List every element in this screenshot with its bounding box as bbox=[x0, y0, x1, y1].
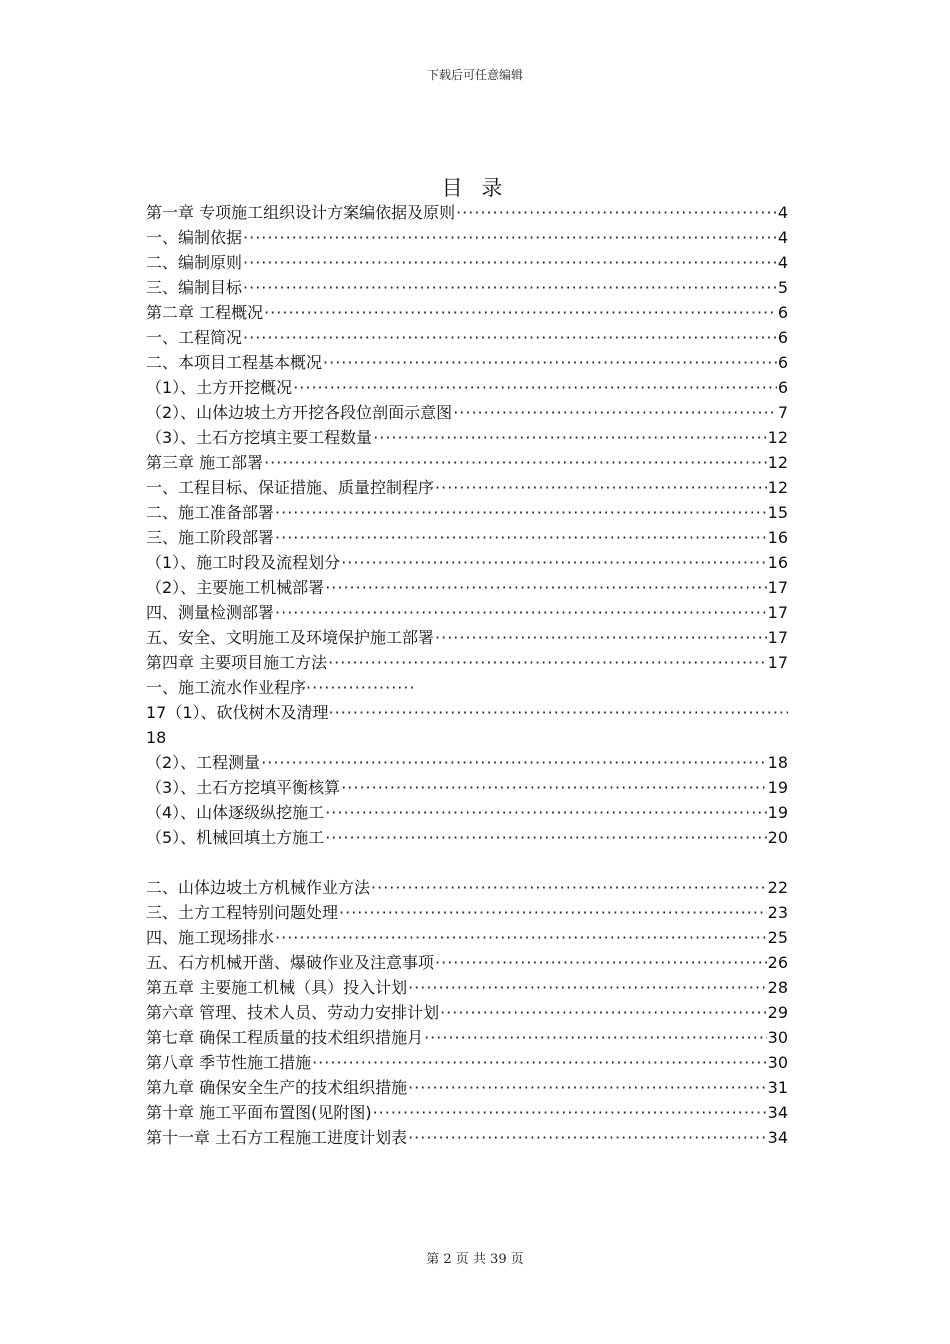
toc-entry-label: 五、安全、文明施工及环境保护施工部署 bbox=[146, 628, 435, 647]
toc-leader-dots bbox=[275, 600, 767, 625]
toc-leader-dots bbox=[373, 425, 766, 450]
toc-entry[interactable] bbox=[146, 1125, 788, 1150]
toc-entry[interactable] bbox=[146, 600, 788, 625]
toc-entry-label: 17（1）、砍伐树木及清理 bbox=[146, 703, 329, 722]
toc-leader-dots bbox=[264, 300, 777, 325]
toc-leader-dots bbox=[275, 500, 767, 525]
toc-entry-page: 30 bbox=[767, 1053, 788, 1072]
toc-entry-label: 一、工程目标、保证措施、质量控制程序 bbox=[146, 478, 435, 497]
toc-entry[interactable] bbox=[146, 500, 788, 525]
toc-entry-page: 4 bbox=[777, 203, 788, 222]
toc-entry-label: 第三章 施工部署 bbox=[146, 453, 264, 472]
toc-entry[interactable] bbox=[146, 400, 788, 425]
toc-leader-dots bbox=[275, 925, 767, 950]
toc-leader-dots bbox=[373, 1100, 767, 1125]
toc-entry-page: 28 bbox=[767, 978, 788, 997]
toc-entry-label: 二、山体边坡土方机械作业方法 bbox=[146, 878, 371, 897]
toc-wrapped-line-1 bbox=[146, 675, 788, 700]
toc-entry-label: 三、土方工程特别问题处理 bbox=[146, 903, 339, 922]
toc-entry-page: 12 bbox=[767, 428, 788, 447]
toc-entry[interactable] bbox=[146, 200, 788, 225]
toc-entry-page: 17 bbox=[767, 653, 788, 672]
toc-entry-label: 第七章 确保工程质量的技术组织措施月 bbox=[146, 1028, 424, 1047]
toc-entry-label: 二、施工准备部署 bbox=[146, 503, 275, 522]
toc-entry[interactable] bbox=[146, 975, 788, 1000]
toc-leader-dots bbox=[435, 950, 767, 975]
toc-entry-label: 一、工程简况 bbox=[146, 328, 243, 347]
toc-entry-label: 第一章 专项施工组织设计方案编依据及原则 bbox=[146, 203, 456, 222]
toc-entry-label: 第十一章 土石方工程施工进度计划表 bbox=[146, 1128, 408, 1147]
toc-leader-dots bbox=[275, 525, 767, 550]
toc-entry-label: （2）、山体边坡土方开挖各段位剖面示意图 bbox=[146, 403, 453, 422]
toc-entry-label: （5）、机械回填土方施工 bbox=[146, 828, 325, 847]
toc-entry-page: 6 bbox=[777, 303, 788, 322]
toc-entry[interactable] bbox=[146, 375, 788, 400]
toc-entry[interactable] bbox=[146, 950, 788, 975]
toc-entry-page: 29 bbox=[767, 1003, 788, 1022]
toc-entry-page: 25 bbox=[767, 928, 788, 947]
toc-entry-label: （3）、土石方挖填主要工程数量 bbox=[146, 428, 373, 447]
toc-leader-dots bbox=[435, 625, 767, 650]
toc-spacer bbox=[146, 850, 788, 875]
toc-entry[interactable] bbox=[146, 475, 788, 500]
toc-leader-dots bbox=[243, 325, 777, 350]
toc-leader-dots bbox=[408, 975, 767, 1000]
toc-title: 目 录 bbox=[441, 176, 509, 200]
toc-entry-page: 30 bbox=[767, 1028, 788, 1047]
toc-leader-dots bbox=[306, 675, 414, 700]
toc-leader-dots bbox=[261, 750, 766, 775]
toc-entry-page: 16 bbox=[767, 553, 788, 572]
table-of-contents bbox=[146, 200, 788, 1150]
toc-leader-dots bbox=[456, 200, 777, 225]
toc-leader-dots bbox=[440, 1000, 767, 1025]
toc-entry[interactable] bbox=[146, 1100, 788, 1125]
toc-entry-page: 20 bbox=[767, 828, 788, 847]
toc-leader-dots bbox=[328, 650, 767, 675]
toc-entry-label: 第九章 确保安全生产的技术组织措施 bbox=[146, 1078, 408, 1097]
toc-entry-label: 第二章 工程概况 bbox=[146, 303, 264, 322]
toc-entry[interactable] bbox=[146, 800, 788, 825]
toc-entry-page: 19 bbox=[767, 778, 788, 797]
toc-entry-label: 第四章 主要项目施工方法 bbox=[146, 653, 328, 672]
toc-leader-dots bbox=[371, 875, 767, 900]
toc-entry-page: 7 bbox=[777, 403, 788, 422]
toc-leader-dots bbox=[325, 825, 766, 850]
toc-entry[interactable] bbox=[146, 550, 788, 575]
toc-entry[interactable] bbox=[146, 1075, 788, 1100]
toc-leader-dots bbox=[325, 800, 766, 825]
toc-entry-page: 5 bbox=[777, 278, 788, 297]
toc-entry-label: 二、本项目工程基本概况 bbox=[146, 353, 323, 372]
toc-section-c bbox=[146, 875, 788, 1150]
toc-entry-label: （4）、山体逐级纵挖施工 bbox=[146, 803, 325, 822]
toc-entry-label: 四、测量检测部署 bbox=[146, 603, 275, 622]
toc-leader-dots bbox=[323, 350, 777, 375]
toc-entry[interactable] bbox=[146, 225, 788, 250]
toc-entry-label: （1）、土方开挖概况 bbox=[146, 378, 293, 397]
toc-leader-dots bbox=[341, 775, 766, 800]
toc-leader-dots bbox=[408, 1075, 767, 1100]
toc-leader-dots bbox=[435, 475, 767, 500]
toc-entry-page: 23 bbox=[767, 903, 788, 922]
toc-entry[interactable] bbox=[146, 775, 788, 800]
toc-wrapped-line-2 bbox=[146, 700, 788, 725]
toc-entry-label: 四、施工现场排水 bbox=[146, 928, 275, 947]
toc-entry[interactable] bbox=[146, 425, 788, 450]
toc-entry-page: 26 bbox=[767, 953, 788, 972]
toc-leader-dots bbox=[339, 900, 767, 925]
toc-leader-dots bbox=[341, 550, 766, 575]
toc-leader-dots bbox=[453, 400, 777, 425]
toc-entry-page: 18 bbox=[767, 753, 788, 772]
toc-section-b bbox=[146, 750, 788, 850]
toc-entry-page: 34 bbox=[767, 1103, 788, 1122]
toc-entry[interactable] bbox=[146, 350, 788, 375]
toc-entry-label: 三、编制目标 bbox=[146, 278, 243, 297]
toc-entry-page: 4 bbox=[777, 253, 788, 272]
toc-entry-label: 第五章 主要施工机械（具）投入计划 bbox=[146, 978, 408, 997]
toc-entry[interactable] bbox=[146, 325, 788, 350]
toc-section-a bbox=[146, 200, 788, 675]
toc-leader-dots bbox=[408, 1125, 767, 1150]
toc-entry-page: 16 bbox=[767, 528, 788, 547]
toc-entry[interactable] bbox=[146, 925, 788, 950]
toc-entry-page: 6 bbox=[777, 378, 788, 397]
toc-entry-label: （2）、工程测量 bbox=[146, 753, 261, 772]
toc-entry-page: 18 bbox=[146, 728, 167, 747]
toc-entry[interactable] bbox=[146, 525, 788, 550]
toc-entry-page: 4 bbox=[777, 228, 788, 247]
toc-entry[interactable] bbox=[146, 250, 788, 275]
toc-entry-page: 31 bbox=[767, 1078, 788, 1097]
toc-leader-dots bbox=[312, 1050, 767, 1075]
toc-entry-label: 第八章 季节性施工措施 bbox=[146, 1053, 312, 1072]
toc-entry-label: 一、编制依据 bbox=[146, 228, 243, 247]
toc-entry[interactable] bbox=[146, 1050, 788, 1075]
toc-entry[interactable] bbox=[146, 275, 788, 300]
toc-entry-page: 12 bbox=[767, 453, 788, 472]
toc-leader-dots bbox=[243, 225, 777, 250]
page-header: 下载后可任意编辑 bbox=[426, 68, 523, 82]
toc-leader-dots bbox=[329, 700, 788, 725]
toc-entry-page: 19 bbox=[767, 803, 788, 822]
toc-entry-wrapped[interactable] bbox=[146, 675, 788, 750]
toc-entry-label: 二、编制原则 bbox=[146, 253, 243, 272]
toc-entry[interactable] bbox=[146, 650, 788, 675]
toc-leader-dots bbox=[325, 575, 766, 600]
toc-leader-dots bbox=[243, 275, 777, 300]
toc-leader-dots bbox=[293, 375, 777, 400]
toc-entry[interactable] bbox=[146, 625, 788, 650]
toc-entry-page: 17 bbox=[767, 603, 788, 622]
toc-entry-label: （3）、土石方挖填平衡核算 bbox=[146, 778, 341, 797]
toc-entry[interactable] bbox=[146, 750, 788, 775]
toc-entry-label: 第十章 施工平面布置图(见附图) bbox=[146, 1103, 372, 1122]
toc-entry-label: 五、石方机械开凿、爆破作业及注意事项 bbox=[146, 953, 435, 972]
toc-entry-page: 17 bbox=[767, 628, 788, 647]
toc-entry-label: （2）、主要施工机械部署 bbox=[146, 578, 325, 597]
toc-entry-page: 22 bbox=[767, 878, 788, 897]
toc-entry[interactable] bbox=[146, 875, 788, 900]
toc-entry[interactable] bbox=[146, 900, 788, 925]
toc-entry[interactable] bbox=[146, 300, 788, 325]
toc-entry[interactable] bbox=[146, 1000, 788, 1025]
toc-entry[interactable] bbox=[146, 1025, 788, 1050]
toc-entry-label: （1）、施工时段及流程划分 bbox=[146, 553, 341, 572]
toc-entry-label: 一、施工流水作业程序 bbox=[146, 678, 307, 697]
toc-entry-page: 34 bbox=[767, 1128, 788, 1147]
toc-entry-page: 6 bbox=[777, 328, 788, 347]
toc-leader-dots bbox=[243, 250, 777, 275]
toc-wrapped-line-3 bbox=[146, 725, 788, 750]
toc-entry[interactable] bbox=[146, 825, 788, 850]
toc-leader-dots bbox=[264, 450, 767, 475]
toc-entry-label: 第六章 管理、技术人员、劳动力安排计划 bbox=[146, 1003, 440, 1022]
page-footer: 第 2 页 共 39 页 bbox=[426, 1252, 524, 1267]
toc-entry-label: 三、施工阶段部署 bbox=[146, 528, 275, 547]
toc-entry[interactable] bbox=[146, 575, 788, 600]
toc-entry-page: 6 bbox=[777, 353, 788, 372]
toc-entry-page: 17 bbox=[767, 578, 788, 597]
toc-entry[interactable] bbox=[146, 450, 788, 475]
toc-leader-dots bbox=[424, 1025, 767, 1050]
toc-entry-page: 12 bbox=[767, 478, 788, 497]
toc-entry-page: 15 bbox=[767, 503, 788, 522]
